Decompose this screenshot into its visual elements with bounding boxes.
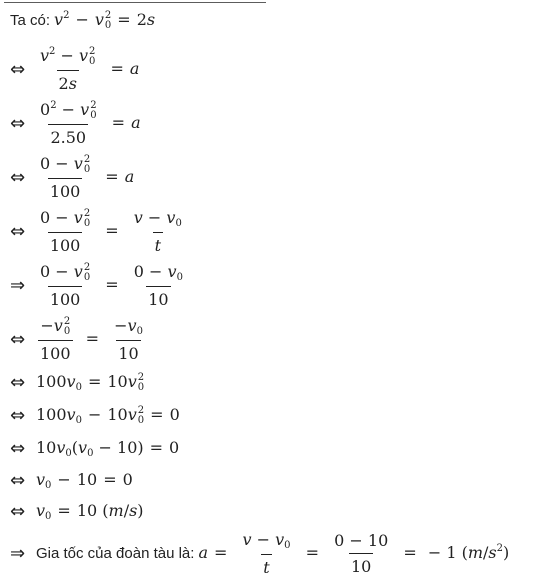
- equation-line-10: [10, 438, 179, 459]
- iff-icon: ⇔: [10, 372, 26, 393]
- math-expression: 0 − v 2 0 100 = a: [40, 153, 135, 201]
- iff-icon: ⇔: [10, 166, 26, 188]
- iff-icon: ⇔: [10, 405, 26, 426]
- iff-icon: ⇔: [10, 221, 26, 242]
- math-expression: 0 − v 2 0 100 = $\frac{v - v_0}{t}$: [40, 207, 182, 255]
- equation-line-2: [10, 46, 139, 93]
- math-expression: $10v_0(v_0 - 10) = 0$: [36, 438, 180, 459]
- math-expression: $v_0 - 10 = 0$: [36, 470, 133, 491]
- math-expression: $v_0 = 10$ (m/s): [36, 501, 144, 522]
- equation-line-6: [10, 262, 187, 309]
- top-underline: [4, 0, 266, 3]
- equation-line-8: [10, 372, 144, 393]
- conclusion-text: Gia tốc của đoàn tàu là:: [36, 545, 195, 562]
- math-expression: $100v_0 - 10v$ 2 0 = 0: [36, 404, 180, 426]
- equation-line-3: [10, 100, 141, 147]
- intro-text: Ta có:: [10, 11, 51, 29]
- equation-line-11: [10, 470, 133, 491]
- iff-icon: ⇔: [10, 438, 26, 459]
- math-expression: $v^2 - v$ 2 0 2s = a: [40, 45, 140, 93]
- math-expression: $0^2 - v$ 2 0 2.50 = a: [40, 99, 141, 147]
- iff-icon: ⇔: [10, 112, 26, 134]
- iff-icon: ⇔: [10, 58, 26, 80]
- equation-line-12: [10, 501, 144, 522]
- equation-line-13: [10, 530, 509, 577]
- iff-icon: ⇔: [10, 470, 26, 491]
- equation-line-4: [10, 154, 134, 201]
- math-expression: −v 2 0 100 = $\frac{-v_0}{10}$: [40, 315, 143, 363]
- iff-icon: ⇔: [10, 329, 26, 350]
- math-expression: $v^2 - v$ 2 0 = 2s: [54, 9, 156, 31]
- implies-icon: ⇒: [10, 543, 26, 564]
- iff-icon: ⇔: [10, 501, 26, 522]
- math-expression: $100v_0 = 10v$ 2 0: [36, 371, 145, 393]
- implies-icon: ⇒: [10, 275, 26, 296]
- equation-line-9: [10, 405, 180, 426]
- equation-line-1: [10, 10, 155, 31]
- math-expression: a = $\frac{v - v_0}{t}$ = $\frac{0 - 10}{10}$ = − 1 $(m/s^2)$: [198, 530, 510, 577]
- equation-line-7: [10, 316, 147, 363]
- math-expression: 0 − v 2 0 100 = $\frac{0 - v_0}{10}$: [40, 261, 183, 309]
- equation-line-5: [10, 208, 186, 255]
